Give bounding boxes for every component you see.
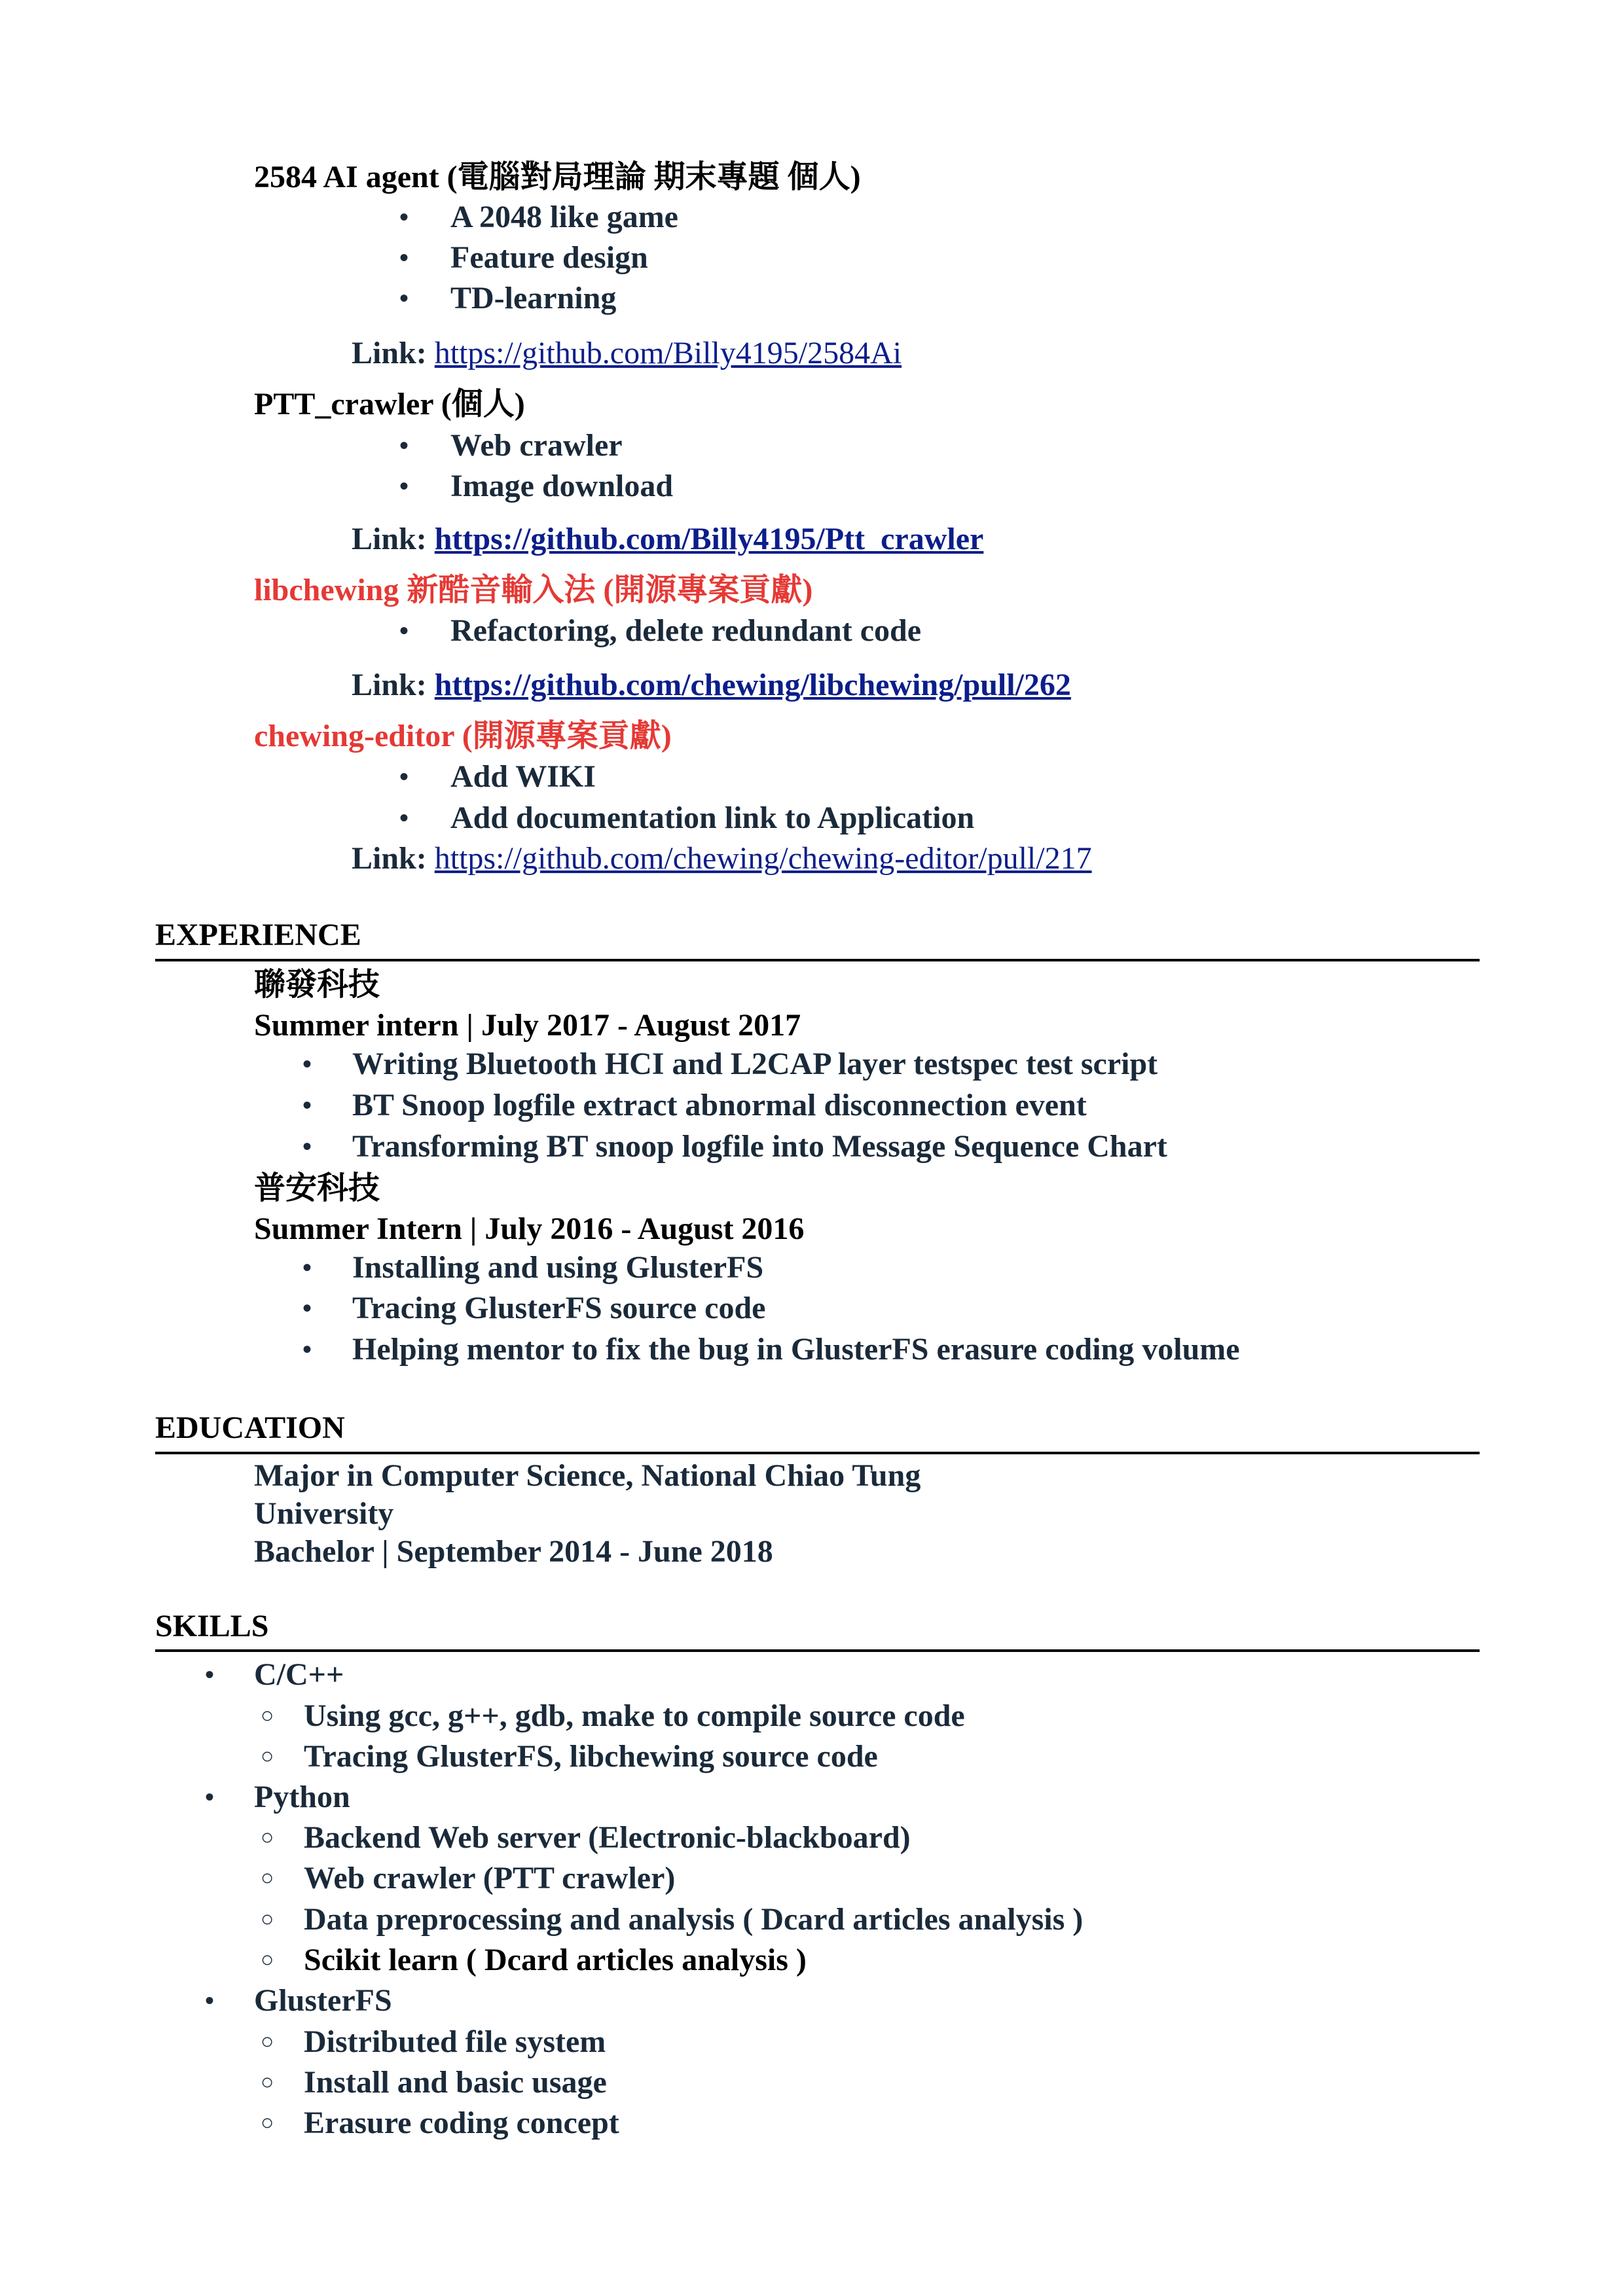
list-item: Tracing GlusterFS, libchewing source code (304, 1739, 878, 1774)
list-item: Tracing GlusterFS source code (352, 1291, 766, 1325)
bullet-icon: • (302, 1132, 312, 1161)
section-divider (155, 1649, 1480, 1652)
list-item: Web crawler (450, 428, 623, 463)
list-item: Refactoring, delete redundant code (450, 613, 922, 648)
circle-bullet-icon: ○ (261, 1825, 274, 1850)
bullet-icon: • (399, 283, 409, 313)
bullet-icon: • (302, 1253, 312, 1282)
project-link-row (352, 666, 1071, 704)
link-label: Link: (352, 336, 427, 370)
bullet-icon: • (302, 1090, 312, 1120)
link-label: Link: (352, 522, 427, 556)
circle-bullet-icon: ○ (261, 1704, 274, 1728)
bullet-icon: • (399, 202, 409, 232)
link-label: Link: (352, 668, 427, 702)
skill-group: Python (254, 1780, 350, 1814)
list-item: Writing Bluetooth HCI and L2CAP layer testspec test script (352, 1047, 1158, 1081)
list-item: Add WIKI (450, 759, 596, 794)
project-title-libchewing: libchewing 新酷音輸入法 (開源專案貢獻) (254, 573, 813, 607)
company-name: 聯發科技 (254, 967, 380, 1002)
list-item: Install and basic usage (304, 2065, 607, 2100)
repo-link-2584ai[interactable]: https://github.com/Billy4195/2584Ai (434, 336, 902, 370)
circle-bullet-icon: ○ (261, 1948, 274, 1972)
list-item: Installing and using GlusterFS (352, 1250, 764, 1285)
list-item: Erasure coding concept (304, 2106, 619, 2140)
section-heading-education: EDUCATION (155, 1410, 345, 1445)
circle-bullet-icon: ○ (261, 1744, 274, 1768)
bullet-icon: • (399, 431, 409, 460)
list-item: Feature design (450, 240, 648, 275)
bullet-icon: • (302, 1049, 312, 1079)
list-item: Web crawler (PTT crawler) (304, 1861, 676, 1895)
list-item: Distributed file system (304, 2024, 606, 2059)
list-item: Helping mentor to fix the bug in GlusterFS erasure coding volume (352, 1332, 1240, 1367)
bullet-icon: • (399, 243, 409, 272)
section-divider (155, 1452, 1480, 1454)
repo-link-ptt-crawler[interactable]: https://github.com/Billy4195/Ptt_crawler (434, 522, 984, 556)
circle-bullet-icon: ○ (261, 2070, 274, 2094)
list-item: A 2048 like game (450, 200, 678, 234)
list-item: Data preprocessing and analysis ( Dcard articles analysis ) (304, 1902, 1084, 1937)
bullet-icon: • (399, 471, 409, 501)
list-item: Image download (450, 469, 674, 503)
link-label: Link: (352, 841, 427, 876)
project-link-row (352, 334, 902, 372)
job-role: Summer intern | July 2017 - August 2017 (254, 1008, 801, 1043)
list-item: Using gcc, g++, gdb, make to compile source code (304, 1698, 965, 1733)
list-item: Add documentation link to Application (450, 800, 975, 835)
bullet-icon: • (399, 616, 409, 645)
repo-link-chewing-editor-pr[interactable]: https://github.com/chewing/chewing-editor/pull/217 (434, 841, 1092, 876)
list-item: Scikit learn ( Dcard articles analysis ) (304, 1943, 807, 1977)
list-item: TD-learning (450, 281, 617, 315)
list-item: Backend Web server (Electronic-blackboard) (304, 1820, 911, 1855)
education-dates: Bachelor | September 2014 - June 2018 (254, 1534, 773, 1569)
circle-bullet-icon: ○ (261, 1866, 274, 1890)
bullet-icon: • (205, 1986, 215, 2015)
repo-link-libchewing-pr[interactable]: https://github.com/chewing/libchewing/pull/262 (434, 668, 1071, 702)
list-item: Transforming BT snoop logfile into Message Sequence Chart (352, 1129, 1167, 1164)
project-link-row (352, 520, 983, 558)
circle-bullet-icon: ○ (261, 2030, 274, 2054)
project-title-ptt: PTT_crawler (個人) (254, 387, 525, 422)
education-degree: Major in Computer Science, National Chiao Tung (254, 1458, 921, 1493)
circle-bullet-icon: ○ (261, 2111, 274, 2135)
bullet-icon: • (302, 1293, 312, 1323)
project-link-row (352, 840, 1092, 878)
company-name: 普安科技 (254, 1171, 380, 1206)
skill-group: GlusterFS (254, 1983, 392, 2018)
project-title-chewing-editor: chewing-editor (開源專案貢獻) (254, 719, 672, 753)
project-title-2584: 2584 AI agent (電腦對局理論 期末專題 個人) (254, 160, 861, 194)
list-item: BT Snoop logfile extract abnormal disconnection event (352, 1088, 1087, 1122)
bullet-icon: • (399, 762, 409, 791)
section-heading-experience: EXPERIENCE (155, 918, 361, 952)
education-school: University (254, 1496, 394, 1531)
bullet-icon: • (205, 1660, 215, 1689)
section-divider (155, 959, 1480, 961)
bullet-icon: • (399, 803, 409, 833)
bullet-icon: • (205, 1782, 215, 1812)
bullet-icon: • (302, 1335, 312, 1364)
skill-group: C/C++ (254, 1657, 344, 1692)
section-heading-skills: SKILLS (155, 1609, 269, 1643)
job-role: Summer Intern | July 2016 - August 2016 (254, 1211, 805, 1246)
circle-bullet-icon: ○ (261, 1907, 274, 1931)
